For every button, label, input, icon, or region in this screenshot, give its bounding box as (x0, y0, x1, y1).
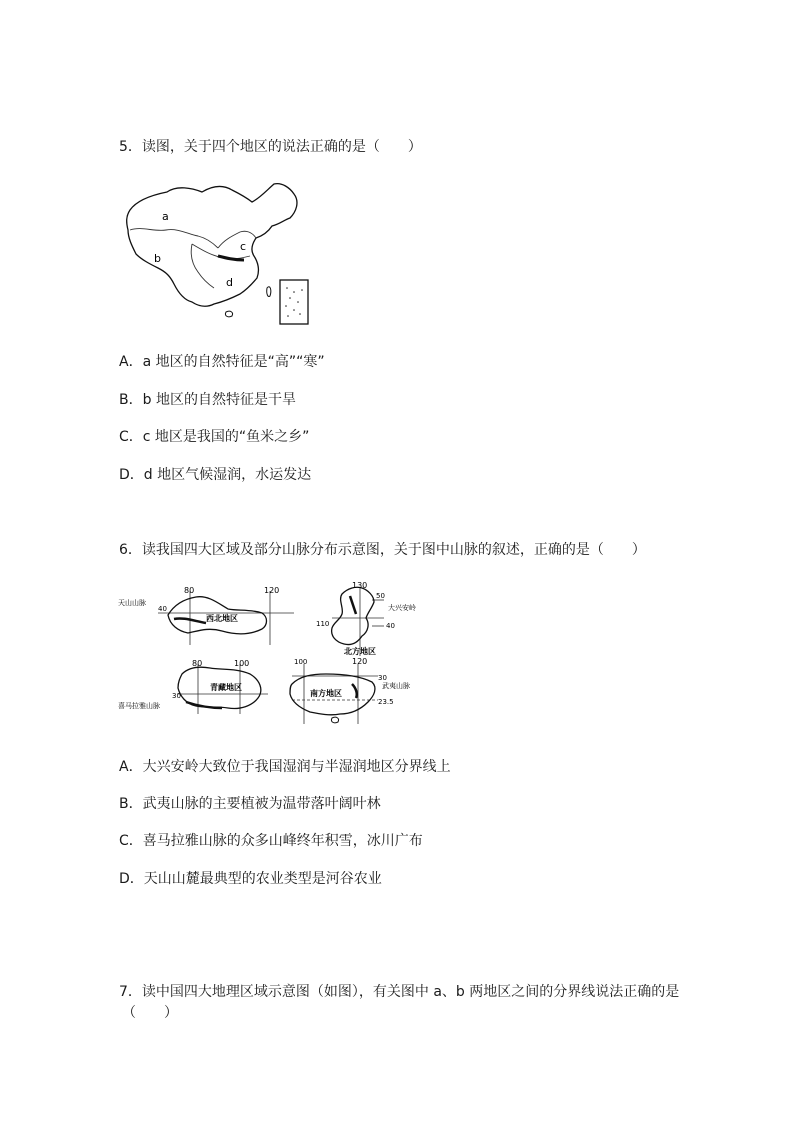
qz-lat-30: 30 (172, 692, 181, 700)
label-d: d (226, 276, 233, 289)
qz-lon-80: 80 (192, 659, 203, 668)
south-region-map (282, 658, 442, 728)
china-regions-map (122, 180, 312, 330)
nw-lon-120: 120 (264, 586, 280, 595)
q6-option-d[interactable]: D．天山山麓最典型的农业类型是河谷农业 (119, 871, 382, 887)
label-b: b (154, 252, 161, 265)
north-region-map (312, 580, 442, 660)
hainan-island (225, 311, 232, 317)
south-lat-23: 23.5 (378, 698, 394, 706)
boundary-north-west (218, 231, 256, 248)
taiwan-island (267, 287, 271, 297)
south-china-sea-inset (280, 280, 308, 324)
q5-option-c[interactable]: C．c 地区是我国的“鱼米之乡” (119, 429, 310, 445)
qz-lon-100: 100 (234, 659, 250, 668)
south-lon-100: 100 (294, 658, 308, 666)
q6-option-a[interactable]: A．大兴安岭大致位于我国湿润与半湿润地区分界线上 (119, 759, 451, 775)
north-lon-110: 110 (316, 620, 330, 628)
nw-mountain-name: 天山山脉 (118, 599, 146, 607)
qz-mountain-name: 喜马拉雅山脉 (118, 702, 160, 710)
china-outline (127, 184, 297, 307)
qingzang-region-map (118, 658, 278, 718)
label-c: c (240, 240, 247, 253)
north-lat-50: 50 (376, 592, 385, 600)
qz-region-name: 青藏地区 (210, 683, 242, 692)
south-lat-30: 30 (378, 674, 387, 682)
q5-option-a[interactable]: A．a 地区的自然特征是“高”“寒” (119, 354, 325, 370)
q5-option-b[interactable]: B．b 地区的自然特征是干旱 (119, 392, 296, 408)
nw-lon-80: 80 (184, 586, 195, 595)
northwest-region-map (118, 585, 298, 650)
boundary-a-b (130, 229, 218, 248)
north-lat-40: 40 (386, 622, 395, 630)
q6-option-c[interactable]: C．喜马拉雅山脉的众多山峰终年积雪，冰川广布 (119, 833, 423, 849)
label-a: a (162, 210, 169, 223)
question-5-stem: 5．读图，关于四个地区的说法正确的是（ ） (119, 139, 422, 155)
question-7-stem-line2: （ ） (122, 1005, 178, 1021)
question-6-stem: 6．读我国四大区域及部分山脉分布示意图，关于图中山脉的叙述，正确的是（ ） (119, 542, 646, 558)
q5-option-d[interactable]: D．d 地区气候湿润，水运发达 (119, 467, 312, 483)
nw-lat-40: 40 (158, 605, 167, 613)
north-region-name: 北方地区 (344, 647, 376, 656)
nw-region-name: 西北地区 (206, 614, 238, 623)
south-region-name: 南方地区 (310, 689, 342, 698)
q6-option-b[interactable]: B．武夷山脉的主要植被为温带落叶阔叶林 (119, 796, 381, 812)
question-7-stem-line1: 7．读中国四大地理区域示意图（如图），有关图中 a、b 两地区之间的分界线说法正确的是 (119, 984, 680, 1000)
south-mountain-name: 武夷山脉 (382, 682, 410, 690)
north-lon-130: 130 (352, 581, 368, 590)
north-mountain-name: 大兴安岭 (388, 604, 416, 612)
south-lon-120: 120 (352, 658, 368, 666)
